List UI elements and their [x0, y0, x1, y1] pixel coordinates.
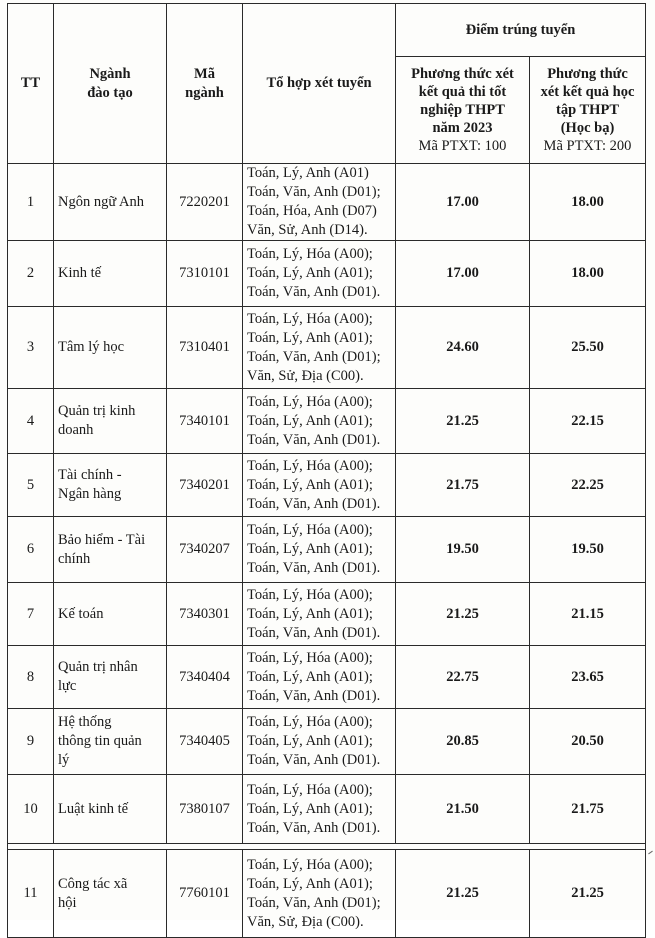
row-combo-line: Toán, Lý, Hóa (A00);: [247, 586, 373, 603]
row-major-line: Kế toán: [58, 605, 104, 622]
row-combos: [243, 517, 396, 583]
method1-code: Mã PTXT: 100: [418, 138, 507, 154]
row-combo-line: Toán, Lý, Anh (A01);: [247, 668, 373, 685]
row-combo-line: Toán, Lý, Anh (A01);: [247, 800, 373, 817]
row-tt: 6: [8, 517, 54, 583]
row-combos: [243, 583, 396, 646]
row-combo-line: Toán, Văn, Anh (D01);: [247, 184, 381, 200]
table-body: [8, 164, 646, 938]
row-major-line: Kinh tế: [58, 265, 102, 281]
row-combo-line: Toán, Lý, Anh (A01);: [247, 605, 373, 622]
row-combos: [243, 646, 396, 709]
header-tt: TT: [8, 4, 54, 164]
row-code: 7340405: [167, 709, 243, 775]
method2-line: xét kết quả học: [540, 84, 635, 100]
row-major: [54, 775, 167, 844]
row-code: 7340301: [167, 583, 243, 646]
row-major-line: Tâm lý học: [58, 339, 125, 355]
header-code-line2: ngành: [185, 84, 224, 101]
row-tt: 3: [8, 307, 54, 389]
row-score-thpt: 22.75: [396, 646, 530, 709]
row-combo-line: Toán, Văn, Anh (D01).: [247, 495, 381, 512]
row-combo-line: Văn, Sử, Địa (C00).: [247, 913, 364, 930]
row-score-hocba: 21.25: [530, 850, 646, 938]
table-row: [8, 517, 646, 583]
row-major: [54, 307, 167, 389]
table-row: [8, 164, 646, 241]
row-major: [54, 454, 167, 517]
table-header: [8, 4, 646, 164]
row-combo-line: Văn, Sử, Địa (C00).: [247, 367, 364, 384]
row-combo-line: Toán, Lý, Hóa (A00);: [247, 310, 373, 327]
row-combos: [243, 850, 396, 938]
row-code: 7340101: [167, 389, 243, 454]
row-major-line: Hệ thống: [58, 714, 112, 730]
admission-scores-table: [7, 3, 646, 938]
method1-line: nghiệp THPT: [420, 102, 505, 118]
method2-line: Phương thức: [547, 66, 628, 82]
row-combo-line: Toán, Lý, Hóa (A00);: [247, 522, 373, 538]
row-combo-line: Toán, Văn, Anh (D01).: [247, 752, 381, 768]
row-combo-line: Toán, Lý, Hóa (A00);: [247, 781, 373, 798]
row-score-thpt: 21.75: [396, 454, 530, 517]
table-row: [8, 583, 646, 646]
row-major-line: lực: [58, 678, 77, 694]
row-combo-line: Toán, Lý, Hóa (A00);: [247, 393, 373, 410]
table-row: [8, 454, 646, 517]
method2-code: Mã PTXT: 200: [543, 138, 632, 154]
header-combo: Tổ hợp xét tuyển: [243, 4, 396, 164]
method1-line: kết quả thi tốt: [418, 84, 507, 100]
row-combos: [243, 307, 396, 389]
row-combo-line: Toán, Lý, Anh (A01);: [247, 875, 373, 892]
row-combo-line: Toán, Văn, Anh (D01).: [247, 687, 381, 704]
header-major-line1: Ngành: [89, 65, 131, 82]
row-combo-line: Toán, Lý, Hóa (A00);: [247, 714, 373, 730]
table-row: [8, 389, 646, 454]
row-tt: 2: [8, 241, 54, 307]
header-score-group: Điểm trúng tuyển: [396, 4, 646, 57]
row-score-thpt: 21.25: [396, 583, 530, 646]
row-combos: [243, 241, 396, 307]
row-major-line: Ngôn ngữ Anh: [58, 193, 145, 210]
row-combo-line: Toán, Lý, Hóa (A00);: [247, 649, 373, 666]
row-combo-line: Toán, Lý, Anh (A01): [247, 165, 369, 181]
header-code-line1: Mã: [194, 65, 215, 82]
row-combo-line: Toán, Văn, Anh (D01).: [247, 284, 381, 300]
row-code: 7760101: [167, 850, 243, 938]
row-major-line: Quản trị nhân: [58, 659, 138, 675]
row-combo-line: Toán, Văn, Anh (D01);: [247, 894, 381, 911]
row-major: [54, 241, 167, 307]
row-combo-line: Toán, Lý, Hóa (A00);: [247, 856, 373, 873]
row-score-hocba: 22.15: [530, 389, 646, 454]
row-combo-line: Toán, Lý, Anh (A01);: [247, 412, 373, 429]
row-combo-line: Toán, Lý, Anh (A01);: [247, 265, 373, 281]
row-combo-line: Toán, Văn, Anh (D01).: [247, 624, 381, 641]
row-score-hocba: 25.50: [530, 307, 646, 389]
header-method-1: [396, 57, 530, 164]
row-score-thpt: 21.50: [396, 775, 530, 844]
row-score-thpt: 24.60: [396, 307, 530, 389]
row-score-hocba: 18.00: [530, 164, 646, 241]
table-row: [8, 775, 646, 844]
scan-mark: [648, 851, 653, 855]
row-score-thpt: 21.25: [396, 850, 530, 938]
row-tt: 7: [8, 583, 54, 646]
method1-line: năm 2023: [432, 120, 493, 136]
row-major-line: Tài chính -: [58, 467, 122, 483]
row-score-hocba: 23.65: [530, 646, 646, 709]
row-combo-line: Toán, Lý, Hóa (A00);: [247, 246, 373, 262]
row-major: [54, 389, 167, 454]
row-score-hocba: 22.25: [530, 454, 646, 517]
row-major: [54, 583, 167, 646]
row-score-thpt: 21.25: [396, 389, 530, 454]
row-code: 7220201: [167, 164, 243, 241]
table-row: [8, 307, 646, 389]
row-major: [54, 646, 167, 709]
row-combo-line: Toán, Lý, Anh (A01);: [247, 329, 373, 346]
row-major-line: Ngân hàng: [58, 486, 122, 502]
table-row: [8, 850, 646, 938]
row-combo-line: Toán, Lý, Anh (A01);: [247, 733, 373, 749]
row-score-thpt: 20.85: [396, 709, 530, 775]
row-major-line: Quản trị kinh: [58, 403, 136, 419]
header-method-2: [530, 57, 646, 164]
row-major-line: doanh: [58, 422, 94, 438]
row-code: 7310101: [167, 241, 243, 307]
table-row: [8, 646, 646, 709]
row-combo-line: Văn, Sử, Anh (D14).: [247, 222, 368, 238]
row-combo-line: Toán, Văn, Anh (D01).: [247, 431, 381, 448]
row-code: 7340404: [167, 646, 243, 709]
row-major: [54, 850, 167, 938]
row-combos: [243, 164, 396, 241]
row-combo-line: Toán, Lý, Anh (A01);: [247, 476, 373, 493]
row-tt: 1: [8, 164, 54, 241]
row-combo-line: Toán, Hóa, Anh (D07): [247, 203, 377, 219]
row-combos: [243, 709, 396, 775]
row-score-hocba: 19.50: [530, 517, 646, 583]
row-score-thpt: 19.50: [396, 517, 530, 583]
row-code: 7310401: [167, 307, 243, 389]
method1-line: Phương thức xét: [411, 66, 514, 82]
header-code: [167, 4, 243, 164]
row-major-line: hội: [58, 894, 77, 911]
table-row: [8, 709, 646, 775]
row-tt: 9: [8, 709, 54, 775]
row-combo-line: Toán, Lý, Hóa (A00);: [247, 457, 373, 474]
row-tt: 10: [8, 775, 54, 844]
row-major: [54, 164, 167, 241]
method2-line: tập THPT: [556, 102, 619, 118]
row-major-line: Luật kinh tế: [58, 800, 129, 817]
row-tt: 8: [8, 646, 54, 709]
row-major-line: thông tin quản: [58, 733, 142, 749]
row-combo-line: Toán, Văn, Anh (D01).: [247, 560, 381, 576]
row-code: 7380107: [167, 775, 243, 844]
row-score-thpt: 17.00: [396, 241, 530, 307]
row-tt: 11: [8, 850, 54, 938]
row-tt: 4: [8, 389, 54, 454]
row-tt: 5: [8, 454, 54, 517]
row-combo-line: Toán, Lý, Anh (A01);: [247, 541, 373, 557]
row-combos: [243, 775, 396, 844]
method2-line: (Học bạ): [560, 120, 615, 136]
row-score-hocba: 18.00: [530, 241, 646, 307]
row-combo-line: Toán, Văn, Anh (D01);: [247, 348, 381, 365]
row-major-line: Công tác xã: [58, 875, 128, 892]
row-major: [54, 517, 167, 583]
row-combos: [243, 454, 396, 517]
table-row: [8, 241, 646, 307]
row-code: 7340207: [167, 517, 243, 583]
row-major-line: chính: [58, 550, 91, 567]
row-combo-line: Toán, Văn, Anh (D01).: [247, 819, 381, 836]
row-score-hocba: 21.15: [530, 583, 646, 646]
row-major-line: Bảo hiểm - Tài: [58, 531, 146, 548]
row-major: [54, 709, 167, 775]
row-score-hocba: 20.50: [530, 709, 646, 775]
header-major-line2: đào tạo: [87, 84, 133, 101]
row-score-thpt: 17.00: [396, 164, 530, 241]
row-score-hocba: 21.75: [530, 775, 646, 844]
header-major: [54, 4, 167, 164]
row-code: 7340201: [167, 454, 243, 517]
row-major-line: lý: [58, 752, 70, 768]
row-combos: [243, 389, 396, 454]
